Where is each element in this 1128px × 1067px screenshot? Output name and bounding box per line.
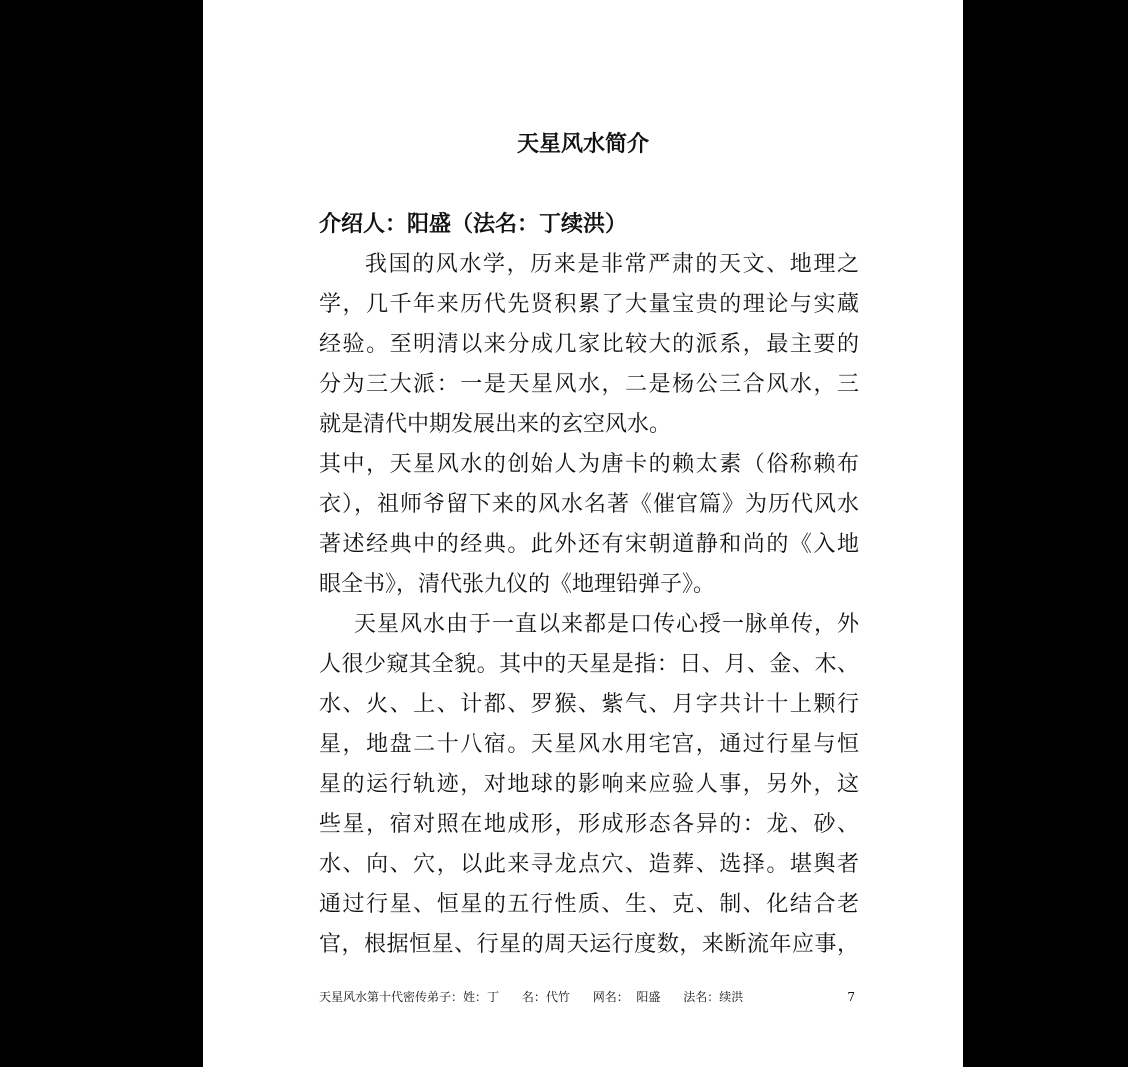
text-line: 著述经典中的经典。此外还有宋朝道静和尚的《入地 — [319, 532, 859, 557]
text-line: 星，地盘二十八宿。天星风水用宅宫，通过行星与恒 — [319, 732, 859, 757]
page-number: 7 — [847, 990, 855, 1004]
text-line: 星的运行轨迹，对地球的影响来应验人事，另外，这 — [319, 772, 859, 797]
text-line: 眼全书》，清代张九仪的《地理铅弹子》。 — [319, 572, 716, 597]
text-line: 我国的风水学，历来是非常严肃的天文、地理之 — [365, 252, 859, 277]
text-line: 天星风水由于一直以来都是口传心授一脉单传，外 — [354, 612, 859, 637]
document-page — [203, 0, 963, 1067]
text-line: 经验。至明清以来分成几家比较大的派系，最主要的 — [319, 332, 859, 357]
text-line: 水、火、上、计都、罗猴、紫气、月字共计十上颗行 — [319, 692, 859, 717]
text-line: 学，几千年来历代先贤积累了大量宝贵的理论与实蔵 — [319, 292, 859, 317]
text-line: 人很少窥其全貌。其中的天星是指：日、月、金、木、 — [319, 652, 859, 677]
page-title: 天星风水简介 — [516, 131, 649, 157]
text-line: 分为三大派：一是天星风水，二是杨公三合风水，三 — [319, 372, 859, 397]
text-line: 衣），祖师爷留下来的风水名著《催官篇》为历代风水 — [319, 492, 859, 517]
text-line: 官，根据恒星、行星的周天运行度数，来断流年应事， — [319, 932, 859, 957]
author-line: 介绍人：阳盛（法名：丁续洪） — [319, 211, 628, 237]
text-line: 就是清代中期发展出来的玄空风水。 — [319, 412, 672, 437]
text-line: 其中，天星风水的创始人为唐卡的赖太素（俗称赖布 — [319, 452, 859, 477]
text-line: 通过行星、恒星的五行性质、生、克、制、化结合老 — [319, 892, 859, 917]
footer-text: 天星风水第十代密传弟子：姓：丁 名：代竹 网名： 阳盛 法名：续洪 — [319, 990, 744, 1004]
body-text — [319, 245, 859, 965]
text-line: 水、向、穴，以此来寻龙点穴、造葬、选择。堪舆者 — [319, 852, 859, 877]
text-line: 些星，宿对照在地成形，形成形态各异的：龙、砂、 — [319, 812, 859, 837]
